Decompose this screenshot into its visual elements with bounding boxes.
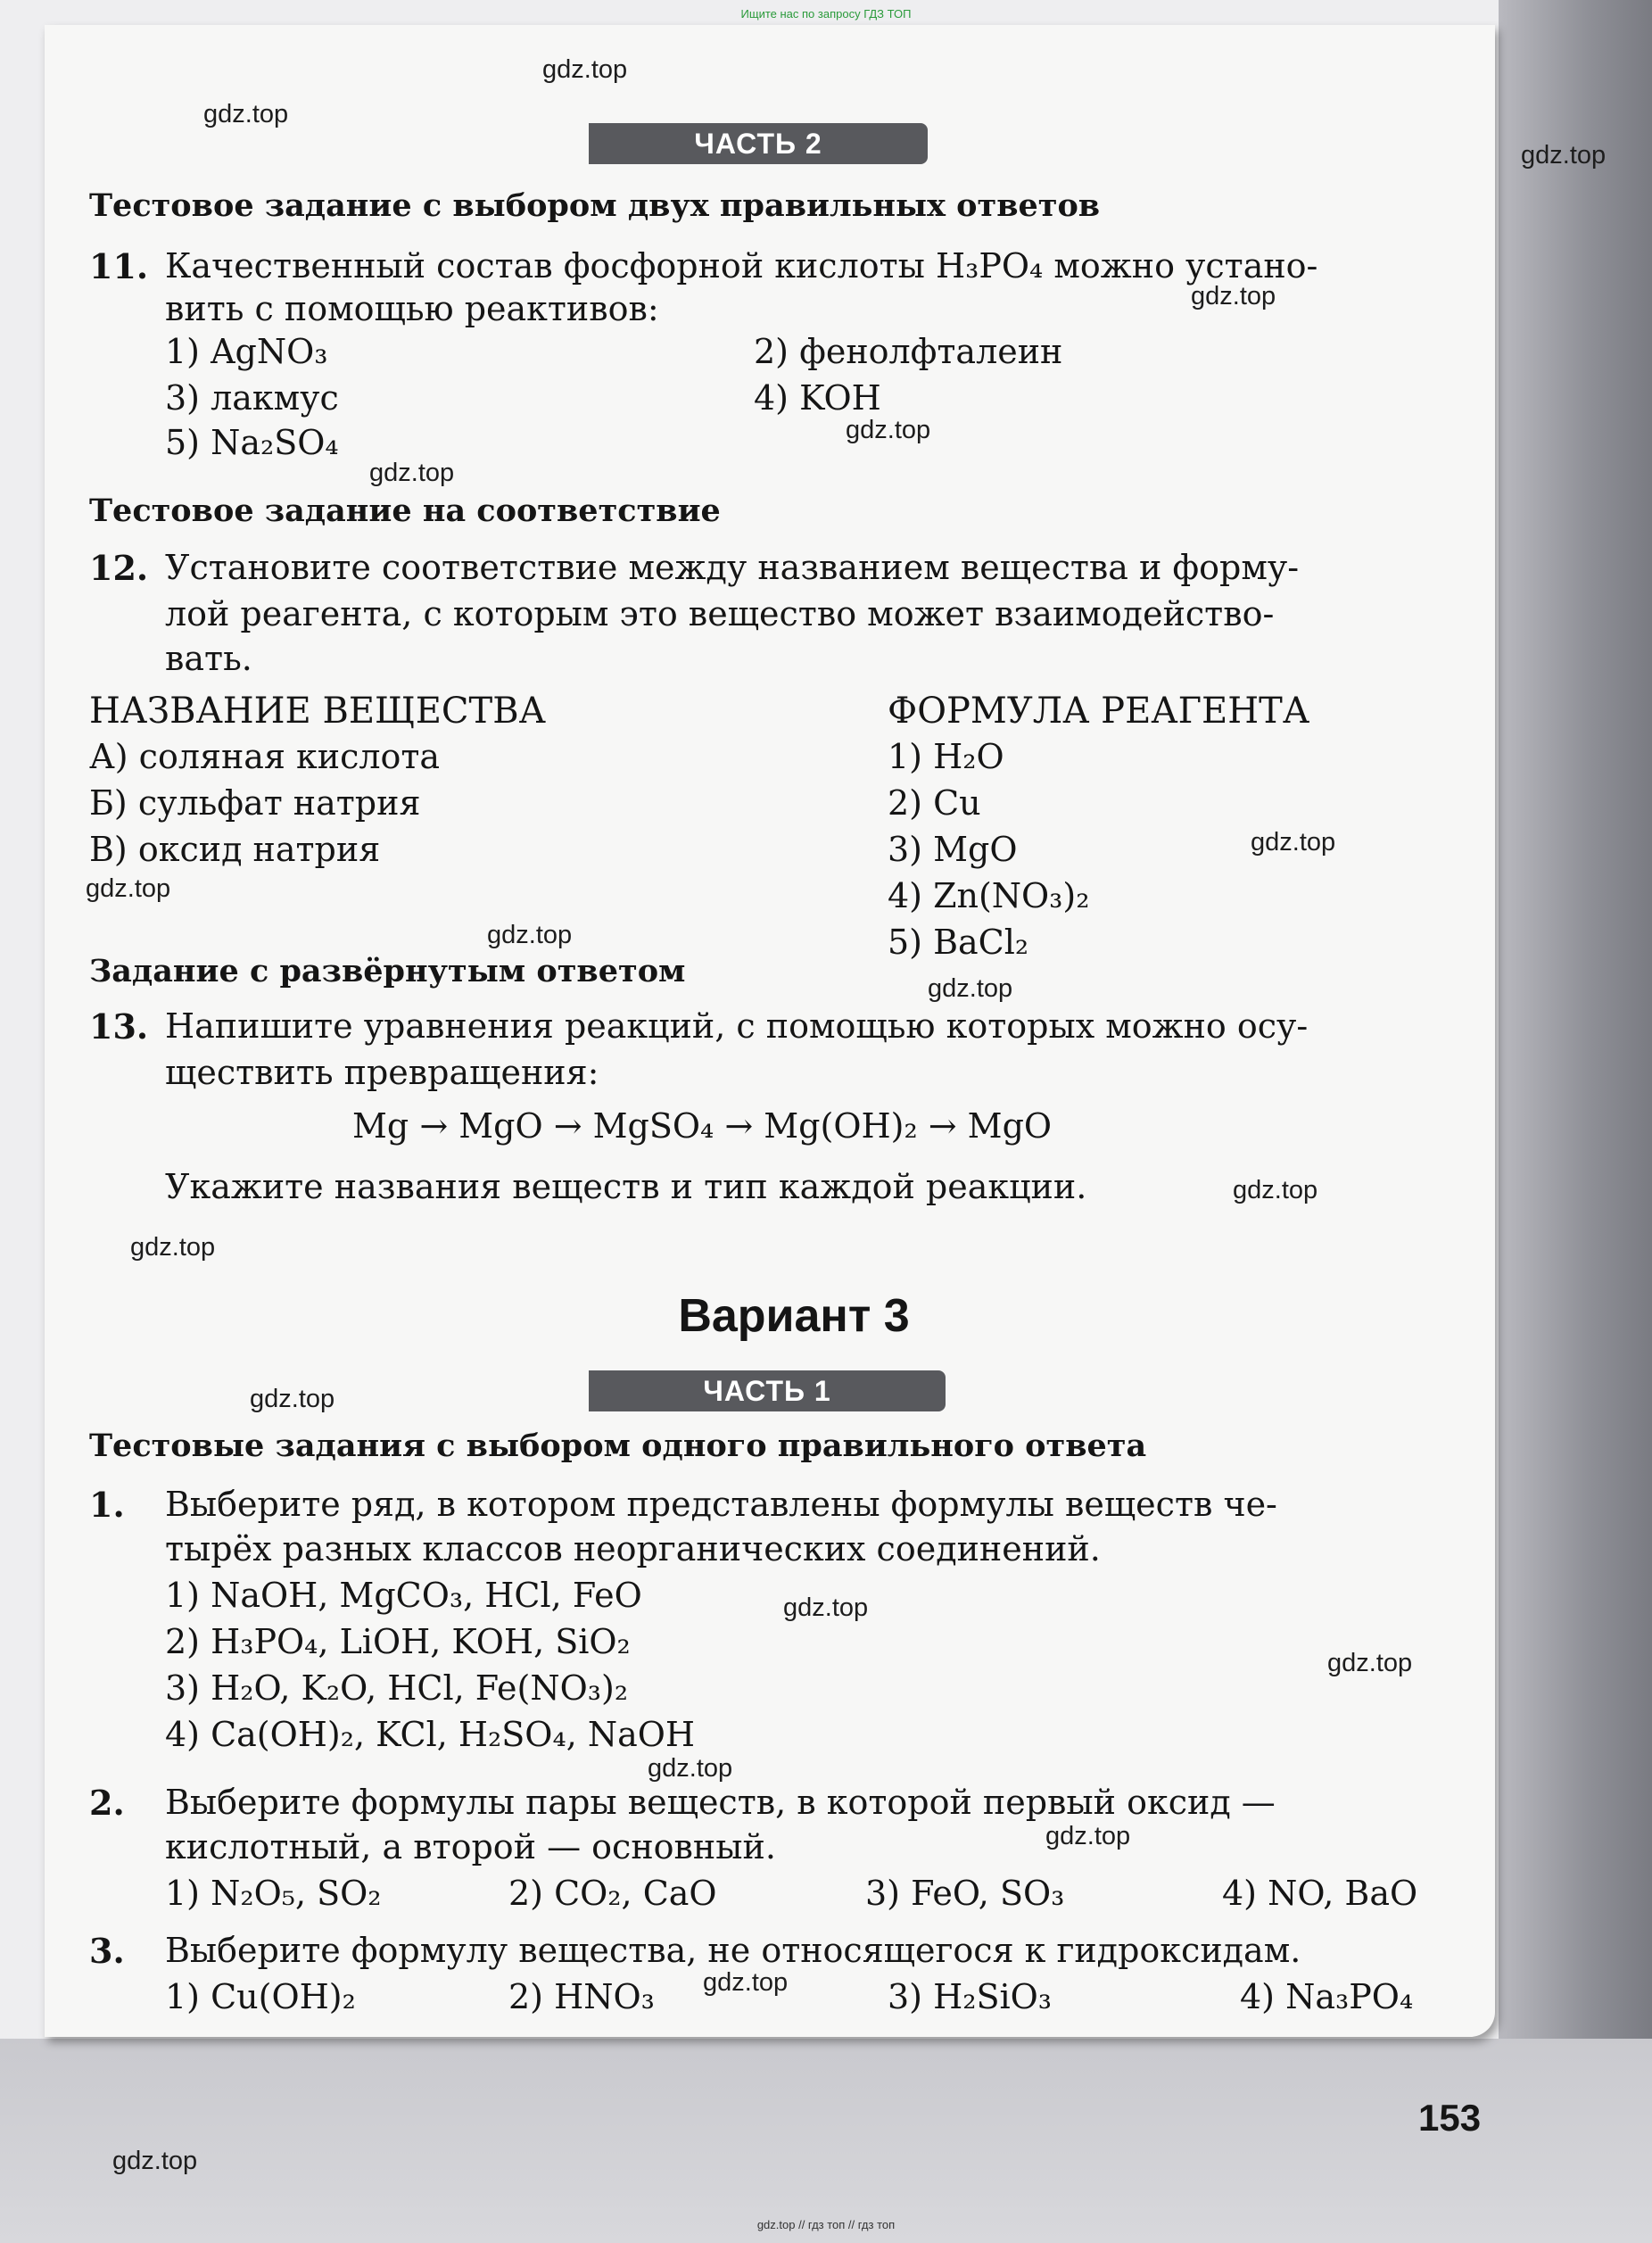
section-extended-heading: Задание с развёрнутым ответом xyxy=(89,953,686,989)
q13-line2: ществить превращения: xyxy=(165,1053,599,1092)
watermark: gdz.top xyxy=(928,974,1013,1003)
q11-number: 11. xyxy=(89,246,149,286)
v3q3-option-2: 2) HNO₃ xyxy=(508,1977,655,2016)
bottom-note: gdz.top // гдз топ // гдз топ xyxy=(756,2218,896,2231)
watermark: gdz.top xyxy=(783,1593,869,1622)
q11-option-2: 2) фенолфталеин xyxy=(754,332,1063,371)
v3q1-option-1: 1) NaOH, MgCO₃, HCl, FeO xyxy=(165,1576,642,1615)
v3q1-line1: Выберите ряд, в котором представлены формулы веществ че- xyxy=(165,1485,1277,1524)
v3q3-option-3: 3) H₂SiO₃ xyxy=(888,1977,1053,2016)
v3q3-line1: Выберите формулу вещества, не относящегося к гидроксидам. xyxy=(165,1931,1301,1970)
page-number: 153 xyxy=(1418,2097,1482,2139)
v3q1-line2: тырёх разных классов неорганических соединений. xyxy=(165,1529,1101,1568)
q11-option-5: 5) Na₂SO₄ xyxy=(165,423,339,462)
v3q1-option-3: 3) H₂O, K₂O, HCl, Fe(NO₃)₂ xyxy=(165,1668,629,1708)
watermark: gdz.top xyxy=(86,874,171,903)
q12-right-item: 5) BaCl₂ xyxy=(888,923,1029,962)
section-two-correct-heading: Тестовое задание с выбором двух правильных ответов xyxy=(89,187,1101,224)
watermark: gdz.top xyxy=(1233,1176,1318,1204)
watermark: gdz.top xyxy=(487,921,573,949)
watermark: gdz.top xyxy=(542,55,628,84)
v3q3-option-4: 4) Na₃PO₄ xyxy=(1240,1977,1414,2016)
watermark: gdz.top xyxy=(203,100,289,128)
watermark: gdz.top xyxy=(1191,282,1276,310)
watermark: gdz.top xyxy=(1045,1822,1131,1850)
q12-column-right-header: ФОРМУЛА РЕАГЕНТА xyxy=(888,691,1310,732)
q12-left-item: В) оксид натрия xyxy=(89,830,381,869)
watermark: gdz.top xyxy=(648,1754,733,1783)
q12-column-left-header: НАЗВАНИЕ ВЕЩЕСТВА xyxy=(89,691,546,732)
v3q2-option-3: 3) FeO, SO₃ xyxy=(865,1874,1065,1913)
right-shadow-region xyxy=(1499,0,1652,2243)
variant-title: Вариант 3 xyxy=(678,1290,910,1342)
q12-line3: вать. xyxy=(165,639,252,678)
watermark: gdz.top xyxy=(1251,828,1336,857)
v3q2-line1: Выберите формулы пары веществ, в которой первый оксид — xyxy=(165,1783,1276,1822)
q12-right-item: 2) Cu xyxy=(888,783,981,823)
q11-option-1: 1) AgNO₃ xyxy=(165,332,328,371)
q13-number: 13. xyxy=(89,1006,149,1047)
bottom-shadow-region xyxy=(0,2039,1652,2243)
watermark: gdz.top xyxy=(1521,141,1607,170)
watermark: gdz.top xyxy=(1327,1649,1413,1677)
section-one-correct-heading: Тестовые задания с выбором одного правильного ответа xyxy=(89,1428,1147,1464)
q12-line2: лой реагента, с которым это вещество может взаимодейство- xyxy=(165,594,1275,633)
section-matching-heading: Тестовое задание на соответствие xyxy=(89,492,721,529)
watermark: gdz.top xyxy=(846,416,931,444)
v3q3-option-1: 1) Cu(OH)₂ xyxy=(165,1977,356,2016)
q12-right-item: 3) MgO xyxy=(888,830,1018,869)
watermark: gdz.top xyxy=(112,2147,198,2175)
watermark: gdz.top xyxy=(703,1968,789,1997)
v3q2-option-1: 1) N₂O₅, SO₂ xyxy=(165,1874,382,1913)
v3q1-option-4: 4) Ca(OH)₂, KCl, H₂SO₄, NaOH xyxy=(165,1715,696,1754)
q13-line3: Укажите названия веществ и тип каждой реакции. xyxy=(165,1167,1087,1206)
part-2-header: ЧАСТЬ 2 xyxy=(589,123,928,164)
watermark: gdz.top xyxy=(250,1385,335,1413)
q12-line1: Установите соответствие между названием вещества и форму- xyxy=(165,548,1300,587)
watermark: gdz.top xyxy=(369,459,455,487)
v3q2-line2: кислотный, а второй — основный. xyxy=(165,1827,776,1866)
q11-option-3: 3) лакмус xyxy=(165,378,339,418)
q12-left-item: А) соляная кислота xyxy=(89,737,441,776)
q11-line2: вить с помощью реактивов: xyxy=(165,289,659,328)
q12-number: 12. xyxy=(89,548,149,588)
v3q3-number: 3. xyxy=(89,1931,125,1971)
q12-right-item: 4) Zn(NO₃)₂ xyxy=(888,876,1090,915)
q11-option-4: 4) KOH xyxy=(754,378,881,418)
q13-chain: Mg → MgO → MgSO₄ → Mg(OH)₂ → MgO xyxy=(352,1106,1053,1146)
q12-left-item: Б) сульфат натрия xyxy=(89,783,421,823)
top-search-note: Ищите нас по запросу ГДЗ ТОП xyxy=(740,7,912,21)
watermark: gdz.top xyxy=(130,1233,216,1262)
q13-line1: Напишите уравнения реакций, с помощью которых можно осу- xyxy=(165,1006,1309,1046)
v3q1-option-2: 2) H₃PO₄, LiOH, KOH, SiO₂ xyxy=(165,1622,631,1661)
v3q2-number: 2. xyxy=(89,1783,125,1823)
v3q2-option-4: 4) NO, BaO xyxy=(1222,1874,1418,1913)
v3q1-number: 1. xyxy=(89,1485,125,1525)
v3q2-option-2: 2) CO₂, CaO xyxy=(508,1874,717,1913)
part-1-header: ЧАСТЬ 1 xyxy=(589,1370,946,1411)
q11-line1: Качественный состав фосфорной кислоты H₃PO₄ можно устано- xyxy=(165,246,1318,286)
q12-right-item: 1) H₂O xyxy=(888,737,1004,776)
